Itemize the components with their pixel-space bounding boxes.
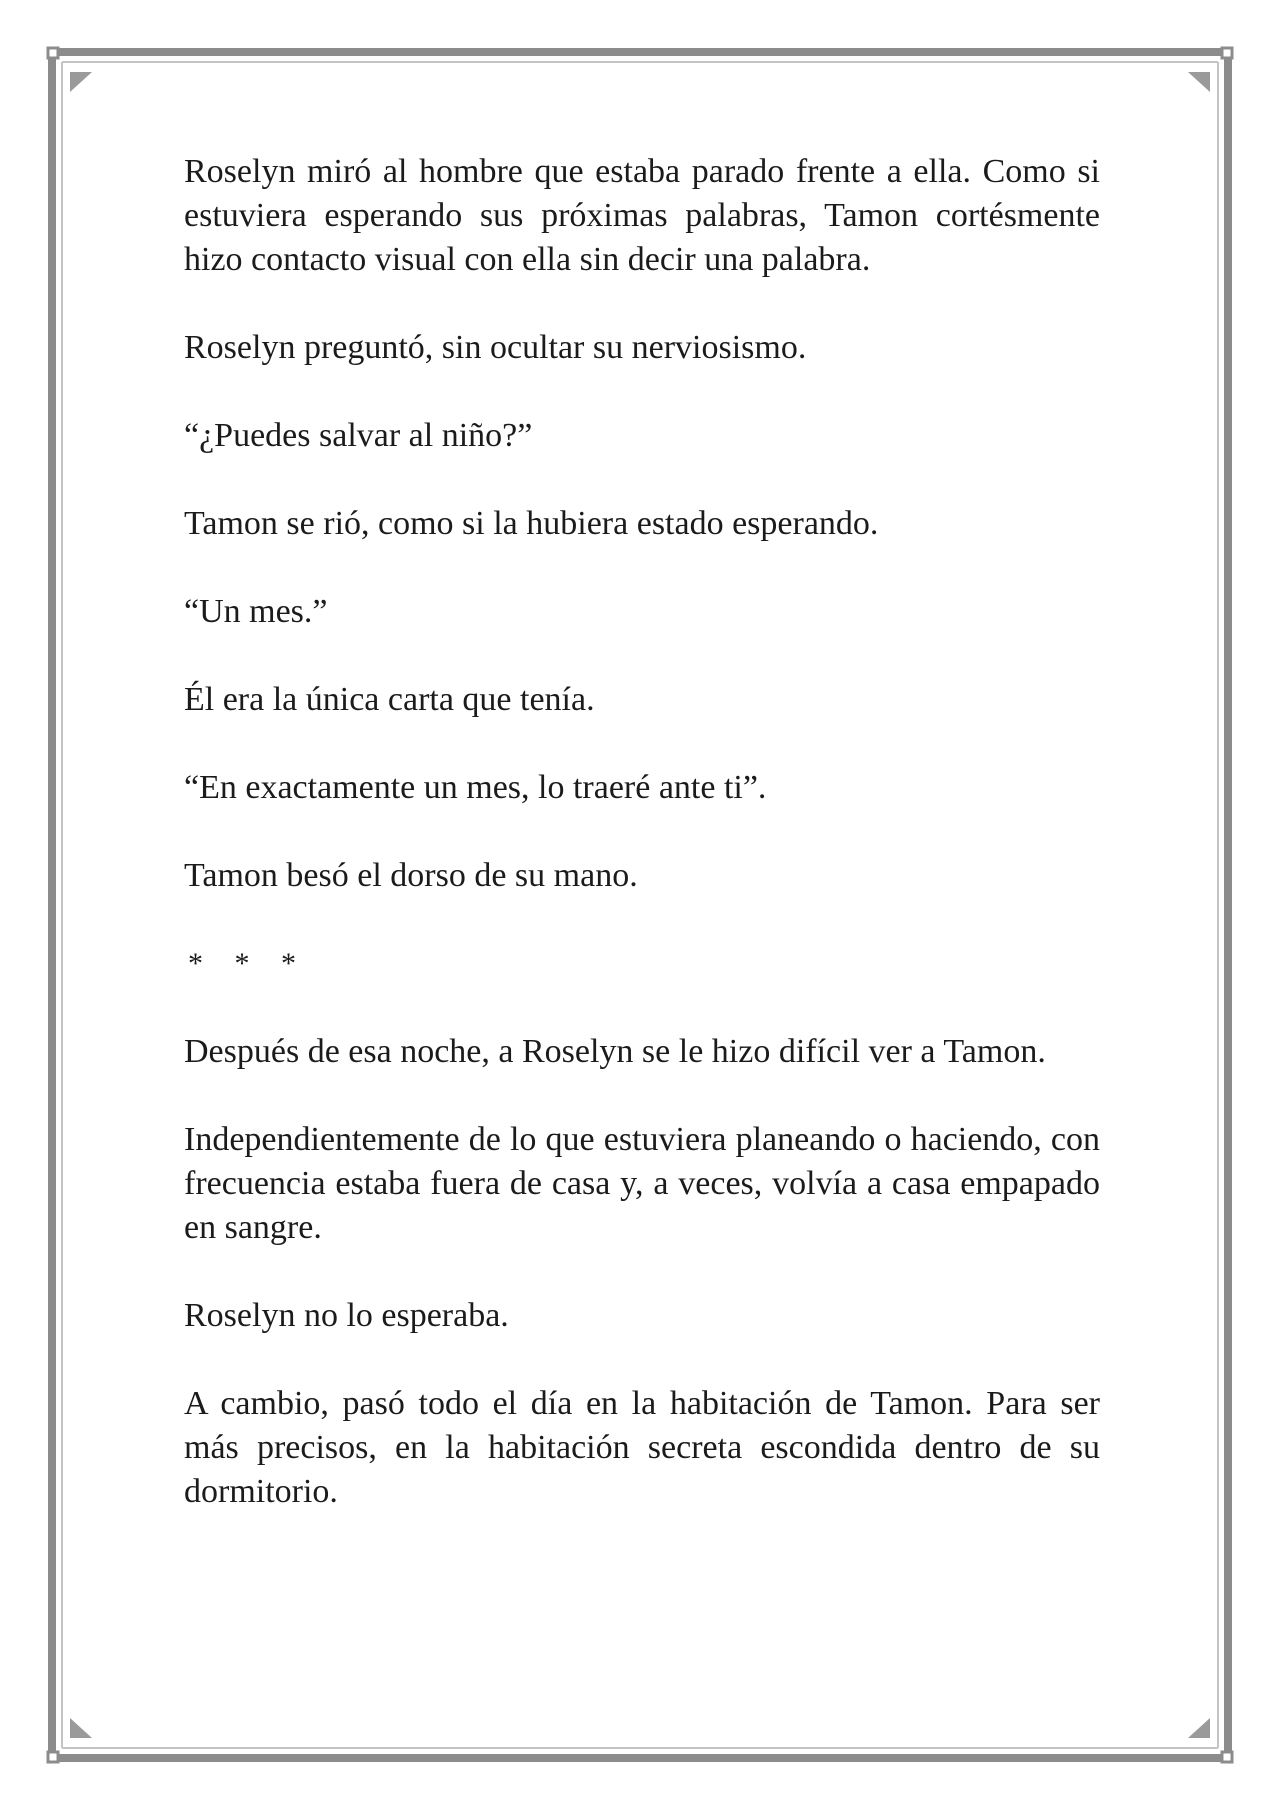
dialogue-line-3: “En exactamente un mes, lo traeré ante ti”. (184, 769, 767, 806)
paragraph-6: Después de esa noche, a Roselyn se le hizo difícil ver a Tamon. (184, 1033, 1046, 1070)
scene-separator: * * * (188, 947, 308, 980)
paragraph-9: A cambio, pasó todo el día en la habitación de Tamon. Para ser más precisos, en la habitación secreta escondida dentro de su dormitorio. (184, 1385, 1100, 1510)
paragraph-3: Tamon se rió, como si la hubiera estado esperando. (184, 505, 879, 542)
paragraph-8: Roselyn no lo esperaba. (184, 1297, 509, 1334)
paragraph-1: Roselyn miró al hombre que estaba parado frente a ella. Como si estuviera esperando sus próximas palabras, Tamon cortésmente hizo contacto visual con ella sin decir una palabra. (184, 153, 1100, 278)
page-body-text (184, 150, 1100, 1558)
paragraph-2: Roselyn preguntó, sin ocultar su nerviosismo. (184, 329, 807, 366)
dialogue-line-2: “Un mes.” (184, 593, 328, 630)
paragraph-5: Tamon besó el dorso de su mano. (184, 857, 638, 894)
dialogue-line-1: “¿Puedes salvar al niño?” (184, 417, 533, 454)
paragraph-7: Independientemente de lo que estuviera planeando o haciendo, con frecuencia estaba fuera de casa y, a veces, volvía a casa empapado en sangre. (184, 1121, 1100, 1246)
paragraph-4: Él era la única carta que tenía. (184, 681, 595, 718)
